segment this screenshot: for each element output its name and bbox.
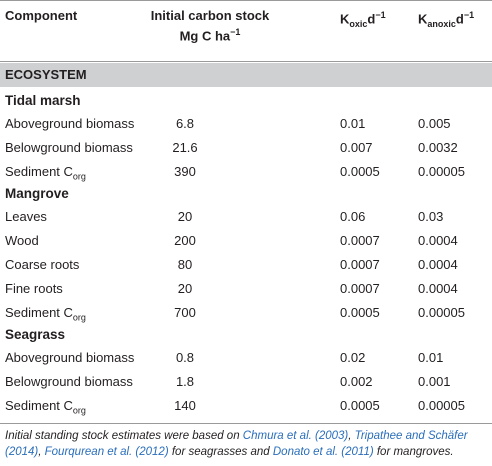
cell-kanoxic: 0.03 <box>418 209 444 224</box>
header-stock-line1: Initial carbon stock <box>150 8 270 23</box>
table-row <box>0 301 492 325</box>
cell-kanoxic: 0.01 <box>418 350 444 365</box>
header-stock-unit: Mg C ha <box>179 28 231 44</box>
table-header <box>0 0 492 62</box>
table-row <box>0 394 492 418</box>
table-row <box>0 229 492 253</box>
group-title: Tidal marsh <box>5 93 81 108</box>
cell-koxic: 0.0007 <box>340 257 380 272</box>
header-koxic <box>340 7 386 33</box>
table-row <box>0 160 492 184</box>
cell-component-text: Leaves <box>5 209 47 224</box>
cell-stock: 20 <box>177 281 193 296</box>
cell-component <box>5 140 133 158</box>
header-initial-carbon-stock <box>140 7 280 44</box>
header-component-label: Component <box>5 8 78 23</box>
footnote-ref-link[interactable]: Fourqurean et al. (2012) <box>44 446 169 458</box>
cell-component-text: Belowground biomass <box>5 140 133 155</box>
cell-koxic: 0.002 <box>340 374 373 389</box>
header-stock-sup: −1 <box>230 27 241 37</box>
cell-component <box>5 281 63 299</box>
cell-component-text: Coarse roots <box>5 257 80 272</box>
cell-component <box>5 233 39 251</box>
cell-stock: 80 <box>177 257 193 272</box>
header-kanoxic-k: K <box>418 11 428 27</box>
cell-kanoxic: 0.001 <box>418 374 451 389</box>
cell-koxic: 0.0005 <box>340 305 380 320</box>
cell-component-text: Belowground biomass <box>5 374 133 389</box>
cell-kanoxic: 0.0004 <box>418 281 458 296</box>
group-title: Seagrass <box>5 327 66 342</box>
table-row <box>0 370 492 394</box>
footnote-text: , <box>348 430 355 442</box>
cell-stock: 200 <box>174 233 196 248</box>
cell-stock: 6.8 <box>175 116 195 131</box>
header-koxic-sub: oxic <box>349 18 368 29</box>
cell-koxic: 0.01 <box>340 116 366 131</box>
table-row <box>0 346 492 370</box>
header-component <box>5 7 77 24</box>
cell-kanoxic: 0.0032 <box>418 140 458 155</box>
cell-kanoxic: 0.00005 <box>418 305 465 320</box>
header-koxic-k: K <box>340 11 350 27</box>
cell-kanoxic: 0.005 <box>418 116 451 131</box>
footnote-ref-link[interactable]: Donato et al. (2011) <box>272 446 374 458</box>
cell-component <box>5 305 86 323</box>
header-stock-line2 <box>140 24 280 44</box>
cell-stock: 0.8 <box>175 350 195 365</box>
header-kanoxic-sup: −1 <box>463 10 475 20</box>
table-row <box>0 136 492 160</box>
cell-component <box>5 257 79 275</box>
header-kanoxic-d: d <box>455 11 464 27</box>
header-koxic-sup: −1 <box>375 10 386 20</box>
cell-component-text: Aboveground biomass <box>5 116 135 131</box>
table-footnote <box>5 428 490 460</box>
cell-kanoxic: 0.00005 <box>418 164 465 179</box>
cell-stock: 1.8 <box>175 374 195 389</box>
section-band <box>0 63 492 87</box>
cell-component-text: Aboveground biomass <box>5 350 135 365</box>
footnote-text: for seagrasses and <box>168 446 273 458</box>
table-row <box>0 253 492 277</box>
cell-component <box>5 350 134 368</box>
cell-component-text: Sediment C <box>5 398 73 413</box>
cell-component-text: Sediment C <box>5 164 73 179</box>
cell-component <box>5 398 86 416</box>
cell-stock: 140 <box>174 398 196 413</box>
cell-stock: 20 <box>177 209 193 224</box>
cell-component <box>5 374 133 392</box>
cell-kanoxic: 0.0004 <box>418 257 458 272</box>
cell-component-text: Fine roots <box>5 281 63 296</box>
footnote-ref-link[interactable]: Chmura et al. (2003) <box>242 430 349 442</box>
table-row <box>0 205 492 229</box>
cell-koxic: 0.0007 <box>340 233 380 248</box>
cell-stock: 390 <box>174 164 196 179</box>
section-title: ECOSYSTEM <box>5 67 87 82</box>
cell-component-text: Wood <box>5 233 39 248</box>
cell-component-sub: org <box>72 312 86 323</box>
footnote-text: , <box>38 446 45 458</box>
table-row <box>0 277 492 301</box>
cell-component <box>5 164 86 182</box>
group-title: Mangrove <box>5 186 69 201</box>
cell-component-text: Sediment C <box>5 305 73 320</box>
cell-koxic: 0.007 <box>340 140 373 155</box>
cell-component <box>5 116 134 134</box>
cell-koxic: 0.02 <box>340 350 366 365</box>
cell-kanoxic: 0.0004 <box>418 233 458 248</box>
cell-koxic: 0.0007 <box>340 281 380 296</box>
header-kanoxic <box>418 7 474 33</box>
cell-stock: 21.6 <box>172 140 198 155</box>
cell-component <box>5 209 47 227</box>
cell-stock: 700 <box>174 305 196 320</box>
footnote-ref-link[interactable]: Tripathee and Schäfer (2014) <box>5 430 468 458</box>
table-row <box>0 112 492 136</box>
table-bottom-rule <box>0 423 492 424</box>
cell-koxic: 0.06 <box>340 209 366 224</box>
cell-component-sub: org <box>72 171 86 182</box>
header-kanoxic-sub: anoxic <box>427 18 456 29</box>
footnote-text: Initial standing stock estimates were based on <box>5 430 243 442</box>
cell-koxic: 0.0005 <box>340 164 380 179</box>
cell-koxic: 0.0005 <box>340 398 380 413</box>
cell-component-sub: org <box>72 405 86 416</box>
header-koxic-d: d <box>367 11 376 27</box>
footnote-text: for mangroves. <box>373 446 454 458</box>
cell-kanoxic: 0.00005 <box>418 398 465 413</box>
